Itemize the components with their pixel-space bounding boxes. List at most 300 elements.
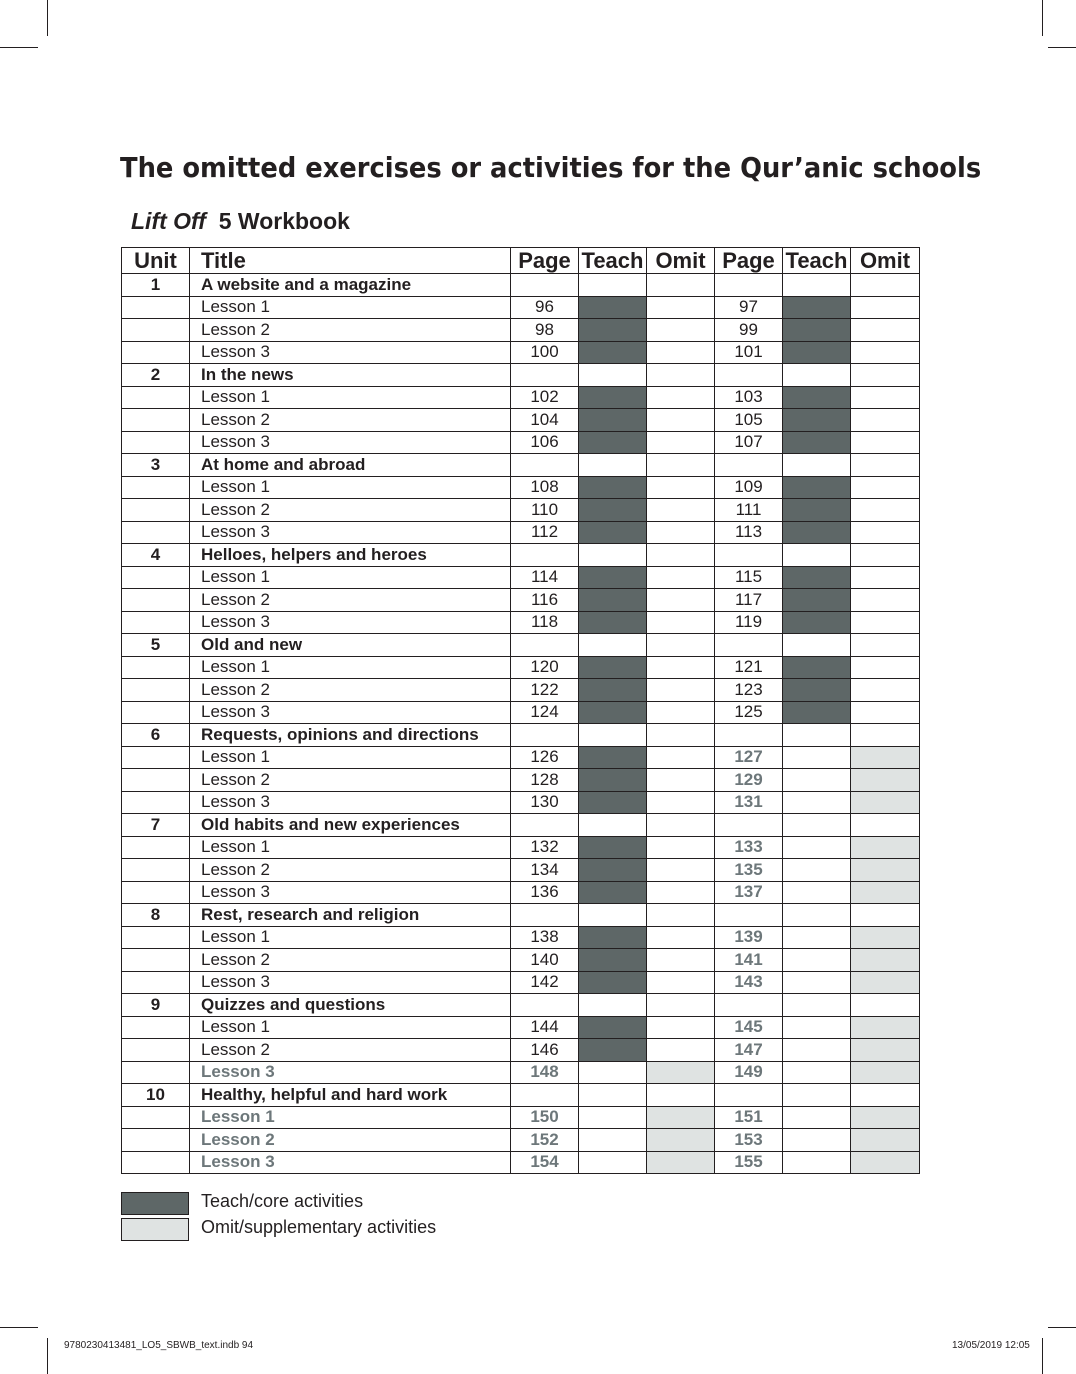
- lesson-title: Lesson 2: [190, 589, 511, 612]
- empty-cell: [715, 814, 783, 837]
- page-2: 133: [715, 836, 783, 859]
- page-2: 105: [715, 409, 783, 432]
- omit-cell-2: [851, 881, 920, 904]
- page-1: 128: [511, 769, 579, 792]
- empty-cell: [783, 724, 851, 747]
- unit-title: In the news: [190, 364, 511, 387]
- page-2: 149: [715, 1061, 783, 1084]
- empty-cell: [579, 724, 647, 747]
- unit-row: [122, 814, 920, 837]
- lesson-title: Lesson 1: [190, 836, 511, 859]
- page-1: 118: [511, 611, 579, 634]
- lesson-row: [122, 1151, 920, 1174]
- omit-cell-2: [851, 836, 920, 859]
- empty-cell: [647, 364, 715, 387]
- crop-mark: [47, 1338, 48, 1374]
- lesson-title: Lesson 1: [190, 1016, 511, 1039]
- empty-cell: [715, 364, 783, 387]
- unit-number: 5: [122, 634, 190, 657]
- teach-cell-1: [579, 1106, 647, 1129]
- omit-cell-1: [647, 769, 715, 792]
- unit-row: [122, 274, 920, 297]
- omit-cell-1: [647, 836, 715, 859]
- col-teach-1: Teach: [579, 248, 647, 274]
- empty-cell: [715, 1084, 783, 1107]
- empty-cell: [511, 814, 579, 837]
- lesson-row: [122, 1039, 920, 1062]
- omit-cell-2: [851, 971, 920, 994]
- omit-cell-2: [851, 296, 920, 319]
- empty-cell: [579, 544, 647, 567]
- omit-cell-2: [851, 589, 920, 612]
- omit-cell-1: [647, 386, 715, 409]
- omit-cell-1: [647, 409, 715, 432]
- empty-cell: [783, 274, 851, 297]
- empty-cell: [715, 724, 783, 747]
- lesson-title: Lesson 3: [190, 1151, 511, 1174]
- unit-number: [122, 521, 190, 544]
- omit-cell-2: [851, 499, 920, 522]
- omit-cell-1: [647, 881, 715, 904]
- unit-number: [122, 409, 190, 432]
- unit-number: [122, 1016, 190, 1039]
- omit-cell-1: [647, 499, 715, 522]
- unit-number: 8: [122, 904, 190, 927]
- teach-cell-2: [783, 611, 851, 634]
- teach-cell-1: [579, 1129, 647, 1152]
- omit-cell-1: [647, 1061, 715, 1084]
- lesson-title: Lesson 3: [190, 521, 511, 544]
- unit-number: [122, 791, 190, 814]
- lesson-row: [122, 926, 920, 949]
- teach-cell-2: [783, 881, 851, 904]
- empty-cell: [715, 274, 783, 297]
- page-2: 145: [715, 1016, 783, 1039]
- omit-cell-2: [851, 1061, 920, 1084]
- page-1: 154: [511, 1151, 579, 1174]
- page-1: 140: [511, 949, 579, 972]
- lesson-row: [122, 769, 920, 792]
- teach-cell-2: [783, 296, 851, 319]
- lesson-row: [122, 859, 920, 882]
- empty-cell: [511, 544, 579, 567]
- omit-cell-1: [647, 859, 715, 882]
- omit-cell-1: [647, 319, 715, 342]
- lesson-row: [122, 296, 920, 319]
- empty-cell: [647, 454, 715, 477]
- unit-number: [122, 1039, 190, 1062]
- teach-cell-1: [579, 949, 647, 972]
- page-2: 143: [715, 971, 783, 994]
- lesson-title: Lesson 3: [190, 431, 511, 454]
- book-name: Lift Off: [131, 208, 206, 234]
- unit-number: 4: [122, 544, 190, 567]
- lesson-title: Lesson 3: [190, 971, 511, 994]
- empty-cell: [647, 994, 715, 1017]
- unit-number: [122, 881, 190, 904]
- omit-cell-2: [851, 769, 920, 792]
- unit-number: 10: [122, 1084, 190, 1107]
- empty-cell: [511, 1084, 579, 1107]
- empty-cell: [783, 364, 851, 387]
- page-2: 99: [715, 319, 783, 342]
- lesson-row: [122, 319, 920, 342]
- empty-cell: [851, 544, 920, 567]
- unit-title: Healthy, helpful and hard work: [190, 1084, 511, 1107]
- empty-cell: [851, 904, 920, 927]
- page-2: 121: [715, 656, 783, 679]
- col-omit-1: Omit: [647, 248, 715, 274]
- empty-cell: [647, 904, 715, 927]
- unit-number: [122, 926, 190, 949]
- empty-cell: [579, 814, 647, 837]
- col-unit: Unit: [122, 248, 190, 274]
- col-title: Title: [190, 248, 511, 274]
- lesson-row: [122, 499, 920, 522]
- lesson-row: [122, 566, 920, 589]
- teach-cell-2: [783, 949, 851, 972]
- unit-number: [122, 386, 190, 409]
- lesson-title: Lesson 3: [190, 611, 511, 634]
- lesson-title: Lesson 3: [190, 1061, 511, 1084]
- lesson-title: Lesson 2: [190, 949, 511, 972]
- lesson-row: [122, 1106, 920, 1129]
- teach-cell-1: [579, 1151, 647, 1174]
- unit-number: [122, 476, 190, 499]
- omit-cell-1: [647, 746, 715, 769]
- page-1: 142: [511, 971, 579, 994]
- teach-cell-2: [783, 409, 851, 432]
- teach-cell-1: [579, 836, 647, 859]
- omit-cell-1: [647, 971, 715, 994]
- page-1: 124: [511, 701, 579, 724]
- unit-number: [122, 499, 190, 522]
- unit-number: [122, 701, 190, 724]
- empty-cell: [851, 634, 920, 657]
- teach-cell-2: [783, 431, 851, 454]
- page-2: 103: [715, 386, 783, 409]
- teach-cell-2: [783, 836, 851, 859]
- unit-number: 1: [122, 274, 190, 297]
- page-1: 132: [511, 836, 579, 859]
- lesson-title: Lesson 2: [190, 499, 511, 522]
- teach-cell-1: [579, 971, 647, 994]
- omit-cell-2: [851, 476, 920, 499]
- unit-number: [122, 949, 190, 972]
- empty-cell: [715, 634, 783, 657]
- teach-cell-1: [579, 566, 647, 589]
- unit-title: Rest, research and religion: [190, 904, 511, 927]
- page-1: 116: [511, 589, 579, 612]
- legend-omit-label: Omit/supplementary activities: [201, 1217, 437, 1237]
- lesson-title: Lesson 3: [190, 341, 511, 364]
- omit-cell-2: [851, 386, 920, 409]
- lesson-row: [122, 1061, 920, 1084]
- page-1: 100: [511, 341, 579, 364]
- unit-row: [122, 904, 920, 927]
- teach-cell-2: [783, 1151, 851, 1174]
- omit-cell-2: [851, 1039, 920, 1062]
- page-2: 113: [715, 521, 783, 544]
- page-2: 111: [715, 499, 783, 522]
- lesson-row: [122, 746, 920, 769]
- unit-title: Quizzes and questions: [190, 994, 511, 1017]
- unit-number: [122, 296, 190, 319]
- unit-title: Helloes, helpers and heroes: [190, 544, 511, 567]
- lesson-title: Lesson 2: [190, 1039, 511, 1062]
- page-2: 135: [715, 859, 783, 882]
- omit-cell-2: [851, 566, 920, 589]
- teach-cell-1: [579, 521, 647, 544]
- teach-cell-1: [579, 476, 647, 499]
- omit-cell-2: [851, 859, 920, 882]
- unit-row: [122, 634, 920, 657]
- page-1: 112: [511, 521, 579, 544]
- lesson-row: [122, 341, 920, 364]
- teach-cell-1: [579, 791, 647, 814]
- lesson-row: [122, 521, 920, 544]
- empty-cell: [511, 724, 579, 747]
- teach-cell-2: [783, 566, 851, 589]
- col-omit-2: Omit: [851, 248, 920, 274]
- omit-cell-1: [647, 701, 715, 724]
- page-1: 130: [511, 791, 579, 814]
- empty-cell: [783, 634, 851, 657]
- omit-cell-1: [647, 926, 715, 949]
- page-2: 129: [715, 769, 783, 792]
- col-teach-2: Teach: [783, 248, 851, 274]
- empty-cell: [851, 1084, 920, 1107]
- empty-cell: [579, 1084, 647, 1107]
- unit-number: 6: [122, 724, 190, 747]
- unit-number: [122, 656, 190, 679]
- page-2: 139: [715, 926, 783, 949]
- page-1: 98: [511, 319, 579, 342]
- teach-cell-2: [783, 476, 851, 499]
- empty-cell: [715, 544, 783, 567]
- page-1: 104: [511, 409, 579, 432]
- omit-cell-2: [851, 1151, 920, 1174]
- teach-cell-1: [579, 1016, 647, 1039]
- lesson-title: Lesson 1: [190, 296, 511, 319]
- unit-number: [122, 971, 190, 994]
- footer-date: 13/05/2019 12:05: [952, 1340, 1030, 1351]
- lesson-title: Lesson 1: [190, 746, 511, 769]
- teach-cell-2: [783, 319, 851, 342]
- empty-cell: [783, 814, 851, 837]
- lesson-title: Lesson 1: [190, 1106, 511, 1129]
- unit-number: [122, 1151, 190, 1174]
- empty-cell: [783, 544, 851, 567]
- teach-cell-2: [783, 791, 851, 814]
- omit-cell-2: [851, 746, 920, 769]
- lesson-title: Lesson 1: [190, 926, 511, 949]
- unit-number: [122, 611, 190, 634]
- empty-cell: [511, 904, 579, 927]
- unit-number: [122, 679, 190, 702]
- lesson-row: [122, 1129, 920, 1152]
- omit-cell-2: [851, 521, 920, 544]
- lesson-row: [122, 476, 920, 499]
- crop-mark: [1042, 1338, 1043, 1374]
- crop-mark: [47, 0, 48, 36]
- empty-cell: [783, 454, 851, 477]
- empty-cell: [783, 994, 851, 1017]
- page-2: 115: [715, 566, 783, 589]
- legend-omit-swatch: [121, 1218, 189, 1241]
- teach-cell-2: [783, 1061, 851, 1084]
- lesson-title: Lesson 2: [190, 319, 511, 342]
- omit-cell-1: [647, 566, 715, 589]
- omit-cell-1: [647, 476, 715, 499]
- empty-cell: [647, 724, 715, 747]
- empty-cell: [715, 994, 783, 1017]
- empty-cell: [851, 364, 920, 387]
- omit-cell-1: [647, 1151, 715, 1174]
- empty-cell: [647, 814, 715, 837]
- unit-number: [122, 859, 190, 882]
- unit-number: [122, 1061, 190, 1084]
- unit-row: [122, 1084, 920, 1107]
- page-2: 101: [715, 341, 783, 364]
- empty-cell: [511, 994, 579, 1017]
- crop-mark: [1048, 47, 1076, 48]
- teach-cell-1: [579, 769, 647, 792]
- empty-cell: [579, 364, 647, 387]
- lesson-title: Lesson 3: [190, 791, 511, 814]
- teach-cell-1: [579, 746, 647, 769]
- teach-cell-1: [579, 679, 647, 702]
- crop-mark: [1042, 0, 1043, 36]
- teach-cell-2: [783, 701, 851, 724]
- unit-number: 2: [122, 364, 190, 387]
- empty-cell: [579, 994, 647, 1017]
- unit-title: Requests, opinions and directions: [190, 724, 511, 747]
- legend-teach-swatch: [121, 1192, 189, 1215]
- teach-cell-1: [579, 409, 647, 432]
- lesson-row: [122, 656, 920, 679]
- omit-cell-2: [851, 341, 920, 364]
- omit-cell-2: [851, 701, 920, 724]
- unit-row: [122, 994, 920, 1017]
- table-body: [122, 274, 920, 1174]
- omit-cell-1: [647, 431, 715, 454]
- omit-cell-1: [647, 679, 715, 702]
- omit-cell-2: [851, 1106, 920, 1129]
- lesson-row: [122, 611, 920, 634]
- teach-cell-2: [783, 521, 851, 544]
- lesson-title: Lesson 2: [190, 679, 511, 702]
- lesson-title: Lesson 2: [190, 859, 511, 882]
- lesson-title: Lesson 1: [190, 566, 511, 589]
- empty-cell: [851, 454, 920, 477]
- teach-cell-1: [579, 431, 647, 454]
- page-2: 123: [715, 679, 783, 702]
- lesson-row: [122, 589, 920, 612]
- lesson-row: [122, 881, 920, 904]
- page-2: 141: [715, 949, 783, 972]
- page-2: 155: [715, 1151, 783, 1174]
- page-2: 125: [715, 701, 783, 724]
- omit-cell-2: [851, 319, 920, 342]
- omit-cell-2: [851, 409, 920, 432]
- teach-cell-1: [579, 701, 647, 724]
- lesson-title: Lesson 1: [190, 476, 511, 499]
- crop-mark: [0, 1327, 38, 1328]
- page-2: 137: [715, 881, 783, 904]
- empty-cell: [579, 904, 647, 927]
- page-1: 150: [511, 1106, 579, 1129]
- footer-file: 9780230413481_LO5_SBWB_text.indb 94: [64, 1340, 254, 1351]
- empty-cell: [715, 454, 783, 477]
- page-1: 114: [511, 566, 579, 589]
- page-1: 148: [511, 1061, 579, 1084]
- teach-cell-2: [783, 971, 851, 994]
- teach-cell-2: [783, 679, 851, 702]
- unit-number: [122, 341, 190, 364]
- omit-cell-2: [851, 611, 920, 634]
- omit-cell-1: [647, 1016, 715, 1039]
- page-2: 97: [715, 296, 783, 319]
- omit-cell-2: [851, 1129, 920, 1152]
- empty-cell: [851, 814, 920, 837]
- empty-cell: [579, 454, 647, 477]
- teach-cell-1: [579, 499, 647, 522]
- crop-mark: [1048, 1327, 1076, 1328]
- page-1: 106: [511, 431, 579, 454]
- unit-row: [122, 544, 920, 567]
- lesson-title: Lesson 1: [190, 386, 511, 409]
- teach-cell-2: [783, 1016, 851, 1039]
- page-1: 152: [511, 1129, 579, 1152]
- empty-cell: [511, 274, 579, 297]
- unit-title: A website and a magazine: [190, 274, 511, 297]
- omit-cell-2: [851, 949, 920, 972]
- teach-cell-2: [783, 386, 851, 409]
- omission-table: [121, 247, 920, 1174]
- lesson-row: [122, 386, 920, 409]
- unit-number: [122, 1129, 190, 1152]
- page-2: 147: [715, 1039, 783, 1062]
- lesson-row: [122, 409, 920, 432]
- unit-number: [122, 1106, 190, 1129]
- omit-cell-1: [647, 1129, 715, 1152]
- empty-cell: [647, 634, 715, 657]
- workbook-subtitle: [131, 208, 350, 235]
- page-2: 119: [715, 611, 783, 634]
- teach-cell-2: [783, 1039, 851, 1062]
- unit-row: [122, 454, 920, 477]
- teach-cell-2: [783, 656, 851, 679]
- teach-cell-1: [579, 296, 647, 319]
- unit-number: [122, 746, 190, 769]
- page-1: 108: [511, 476, 579, 499]
- teach-cell-2: [783, 1106, 851, 1129]
- legend-teach-label: Teach/core activities: [201, 1191, 364, 1211]
- lesson-title: Lesson 2: [190, 769, 511, 792]
- page-1: 138: [511, 926, 579, 949]
- empty-cell: [851, 994, 920, 1017]
- teach-cell-2: [783, 746, 851, 769]
- empty-cell: [715, 904, 783, 927]
- omit-cell-2: [851, 431, 920, 454]
- teach-cell-1: [579, 656, 647, 679]
- col-page-1: Page: [511, 248, 579, 274]
- page-title: The omitted exercises or activities for the Qur’anic schools: [120, 151, 982, 184]
- teach-cell-1: [579, 881, 647, 904]
- omit-cell-2: [851, 679, 920, 702]
- omit-cell-1: [647, 341, 715, 364]
